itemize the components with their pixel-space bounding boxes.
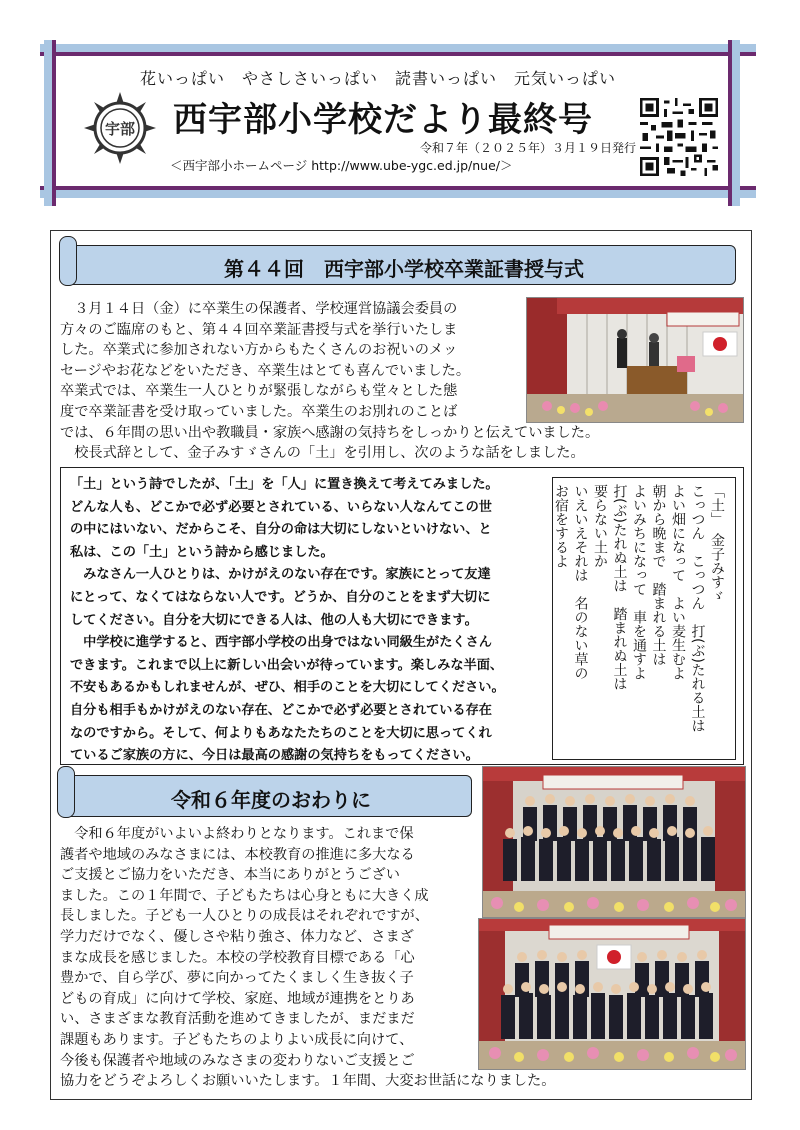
body-line: ご支援とご協力をいただき、本当にありがとうござい [60,867,400,884]
intro-line: では、６年間の思い出や教職員・家族へ感謝の気持ちをしっかりと伝えていました。 [60,424,600,441]
section2-body [60,824,556,1092]
section1-heading: 第４４回 西宇部小学校卒業証書授与式 [224,257,584,281]
intro-line: セージやお花などをいただき、卒業生はとても喜んでいました。 [60,362,471,379]
speech-line: にとって、なくてはならない人です。どうか、自分のことをまず大切に [70,589,491,605]
intro-line: 校長式辞として、金子みすゞさんの「土」を引用し、次のような話をしました。 [60,445,585,462]
section1-heading-banner [72,245,736,285]
section2-heading-banner [70,775,472,817]
ceremony-photo [526,297,744,423]
group-photo-1 [482,766,746,918]
speech-line: 私は、この「土」という詩から感じました。 [70,544,334,560]
speech-line: の中にはいない、だからこそ、自分の命は大切にしないといけない、と [70,522,492,538]
publish-date: 令和７年（２０２５年）３月１９日発行 [420,141,637,155]
speech-line: 中学校に進学すると、西宇部小学校の出身ではない同級生がたくさん [70,635,492,651]
frame-bar-top [40,44,756,52]
body-line: 護者や地域のみなさまには、本校教育の推進に多大なる [60,846,415,863]
frame-bar-bottom [40,190,756,198]
emblem-text: 宇部 [104,120,136,138]
intro-line: 卒業式では、卒業生一人ひとりが緊張しながらも堂々とした態 [60,383,458,400]
principal-speech [70,474,548,768]
body-line: 長しました。子ども一人ひとりの成長はそれぞれですが、 [60,908,429,925]
body-line: 豊かで、自ら学び、夢に向かってたくましく生き抜く子 [60,970,414,987]
frame-bar-left [44,40,52,206]
poem-line: いえいえそれは 名のない草の [572,484,589,680]
poem-line: お宿をするよ [553,484,569,568]
poem-line: 打(ぶ)たれぬ土は 踏まれぬ土は [611,484,628,691]
poem-line: こっつん こっつん 打(ぶ)たれる土は [689,484,706,733]
speech-line: してください。自分を大切にできる人は、他の人も大切にできます。 [70,612,478,628]
body-line: い、さまざまな教育活動を進めてきましたが、まだまだ [60,1011,415,1028]
poem-line: 要らない土か [592,484,608,568]
speech-line: 自分も相手もかけがえのない存在、どこかで必ず必要とされている存在 [70,702,492,718]
poem-tsuchi [553,484,726,754]
speech-line: できます。これまで以上に新しい出会いが待っています。楽しみな半面、 [70,657,504,673]
newsletter-title: 西宇部小学校だより最終号 [173,100,593,140]
body-line: 課題もあります。子どもたちのよりよい成長に向けて、 [60,1031,414,1048]
homepage-link[interactable]: ＜西宇部小ホームページ http://www.ube-ygc.ed.jp/nue/＞ [170,158,513,173]
qr-code[interactable] [640,98,718,176]
frame-line-top [40,52,756,56]
poem-line: よいみちになって 車を通すよ [631,484,647,680]
body-line: 今後も保護者や地域のみなさまの変わりないご支援とご [60,1052,415,1069]
school-motto: 花いっぱい やさしさいっぱい 読書いっぱい 元気いっぱい [140,69,617,88]
intro-line: 度で卒業証書を受け取っていました。卒業生のお別れのことば [60,403,458,420]
speech-line: みなさん一人ひとりは、かけがえのない存在です。家族にとって友達 [70,567,491,583]
poem-line: 朝から晩まで 踏まれる土は [650,484,667,666]
intro-line: 方々のご臨席のもと、第４４回卒業証書授与式を挙行いたしま [60,321,458,338]
body-line: 学力だけでなく、優しさや粘り強さ、体力など、さまざ [60,928,414,945]
speech-line: 不安もあるかもしれませんが、ぜひ、相手のことを大切にしてください。 [70,680,505,696]
poem-line: よい畑になって よい麦生むよ [670,484,686,680]
speech-line: ているご家族の方に、今日は最高の感謝の気持ちをもってください。 [70,748,479,764]
intro-line: した。卒業式に参加されない方からもたくさんのお祝いのメッ [60,342,458,359]
body-line: 令和６年度がいよいよ終わりとなります。これまで保 [60,826,414,842]
body-line: 協力をどうぞよろしくお願いいたします。１年間、大変お世話になりました。 [60,1073,556,1090]
body-line: ました。この１年間で、子どもたちは心身ともに大きく成 [60,887,429,904]
school-emblem [82,90,158,166]
section2-heading: 令和６年度のおわりに [171,788,371,812]
speech-line: なのですから。そして、何よりもあなたたちのことを大切に思ってくれ [70,725,492,741]
speech-line: 「土」という詩でしたが、「土」を「人」に置き換えて考えてみました。 [70,477,499,492]
poem-line: 「土」 金子みすゞ [709,484,725,603]
body-line: まな成長を感じました。本校の学校教育目標である「心 [60,949,415,966]
body-line: どもの育成」に向けて学校、家庭、地域が連携をとりあ [60,990,415,1007]
group-photo-2 [478,918,746,1070]
intro-line: ３月１４日（金）に卒業生の保護者、学校運営協議会委員の [60,301,458,317]
speech-line: どんな人も、どこかで必ず必要とされている、いらない人なんてこの世 [70,499,492,515]
frame-bar-right [732,40,740,206]
frame-line-left [52,40,56,206]
